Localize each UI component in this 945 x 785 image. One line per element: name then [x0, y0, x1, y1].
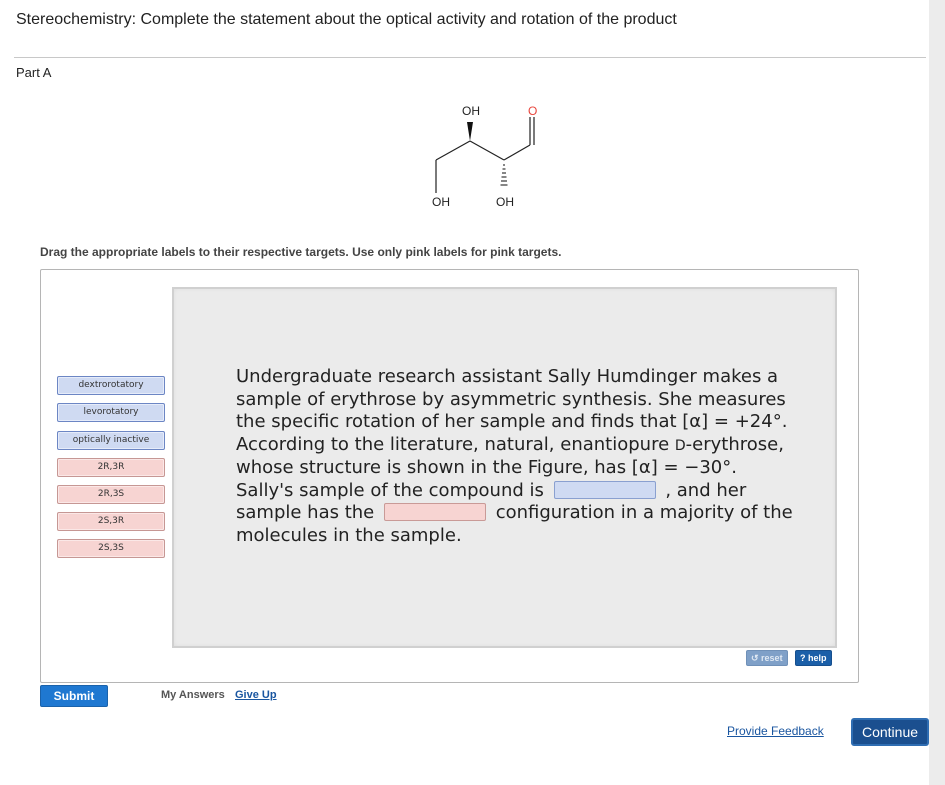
- oh-top-label: OH: [462, 104, 480, 118]
- erythrose-structure: [420, 95, 560, 215]
- passage-part-3: , and her sample has the: [236, 479, 747, 523]
- statement-text: [236, 366, 796, 547]
- oh-bottom-left-label: OH: [432, 195, 450, 209]
- bond-c1-c2: [504, 145, 530, 160]
- label-2s3s[interactable]: 2S,3S: [57, 539, 165, 558]
- help-label: help: [808, 653, 827, 663]
- blue-drop-target[interactable]: [554, 481, 656, 499]
- wedge-bond: [467, 122, 473, 141]
- drag-drop-container: [40, 269, 859, 683]
- provide-feedback-link[interactable]: Provide Feedback: [727, 724, 824, 738]
- my-answers-label: My Answers: [161, 689, 225, 701]
- continue-button[interactable]: Continue: [851, 718, 929, 746]
- label-dextrorotatory[interactable]: dextrorotatory: [57, 376, 165, 395]
- statement-panel: [172, 287, 837, 648]
- reset-icon: ↺: [751, 653, 762, 663]
- carbonyl-o-label: O: [528, 104, 538, 118]
- page-title: Stereochemistry: Complete the statement about the optical activity and rotation of the product: [16, 11, 677, 28]
- bond-c2-c3: [470, 141, 504, 160]
- hash-bond: [501, 165, 508, 185]
- passage-d-prefix: D: [674, 437, 686, 454]
- instructions: Drag the appropriate labels to their respective targets. Use only pink labels for pink targets.: [40, 245, 562, 259]
- submit-button[interactable]: Submit: [40, 685, 108, 707]
- label-2s3r[interactable]: 2S,3R: [57, 512, 165, 531]
- label-2r3r[interactable]: 2R,3R: [57, 458, 165, 477]
- label-2r3s[interactable]: 2R,3S: [57, 485, 165, 504]
- help-button[interactable]: [795, 650, 832, 666]
- page-scrollbar[interactable]: [929, 0, 945, 785]
- give-up-link[interactable]: Give Up: [235, 689, 277, 701]
- reset-label: reset: [761, 653, 783, 663]
- header-divider: [14, 57, 926, 58]
- bond-c3-c4: [436, 141, 470, 160]
- reset-button[interactable]: [746, 650, 788, 666]
- oh-bottom-mid-label: OH: [496, 195, 514, 209]
- help-icon: ?: [800, 653, 808, 663]
- pink-drop-target[interactable]: [384, 503, 486, 521]
- passage-part-2: -erythrose, whose structure is shown in the Figure, has [α] = −30°. Sally's sample of the compound is: [236, 433, 784, 501]
- part-heading: Part A: [16, 65, 52, 80]
- label-optically-inactive[interactable]: optically inactive: [57, 431, 165, 450]
- passage-part-1: Undergraduate research assistant Sally Humdinger makes a sample of erythrose by asymmetric synthesis. She measures the specific rotation of her sample and finds that [α] = +24°. According to the literature, natural, enantiopure: [236, 366, 788, 455]
- passage-part-4: configuration in a majority of the molecules in the sample.: [236, 502, 793, 546]
- label-levorotatory[interactable]: levorotatory: [57, 403, 165, 422]
